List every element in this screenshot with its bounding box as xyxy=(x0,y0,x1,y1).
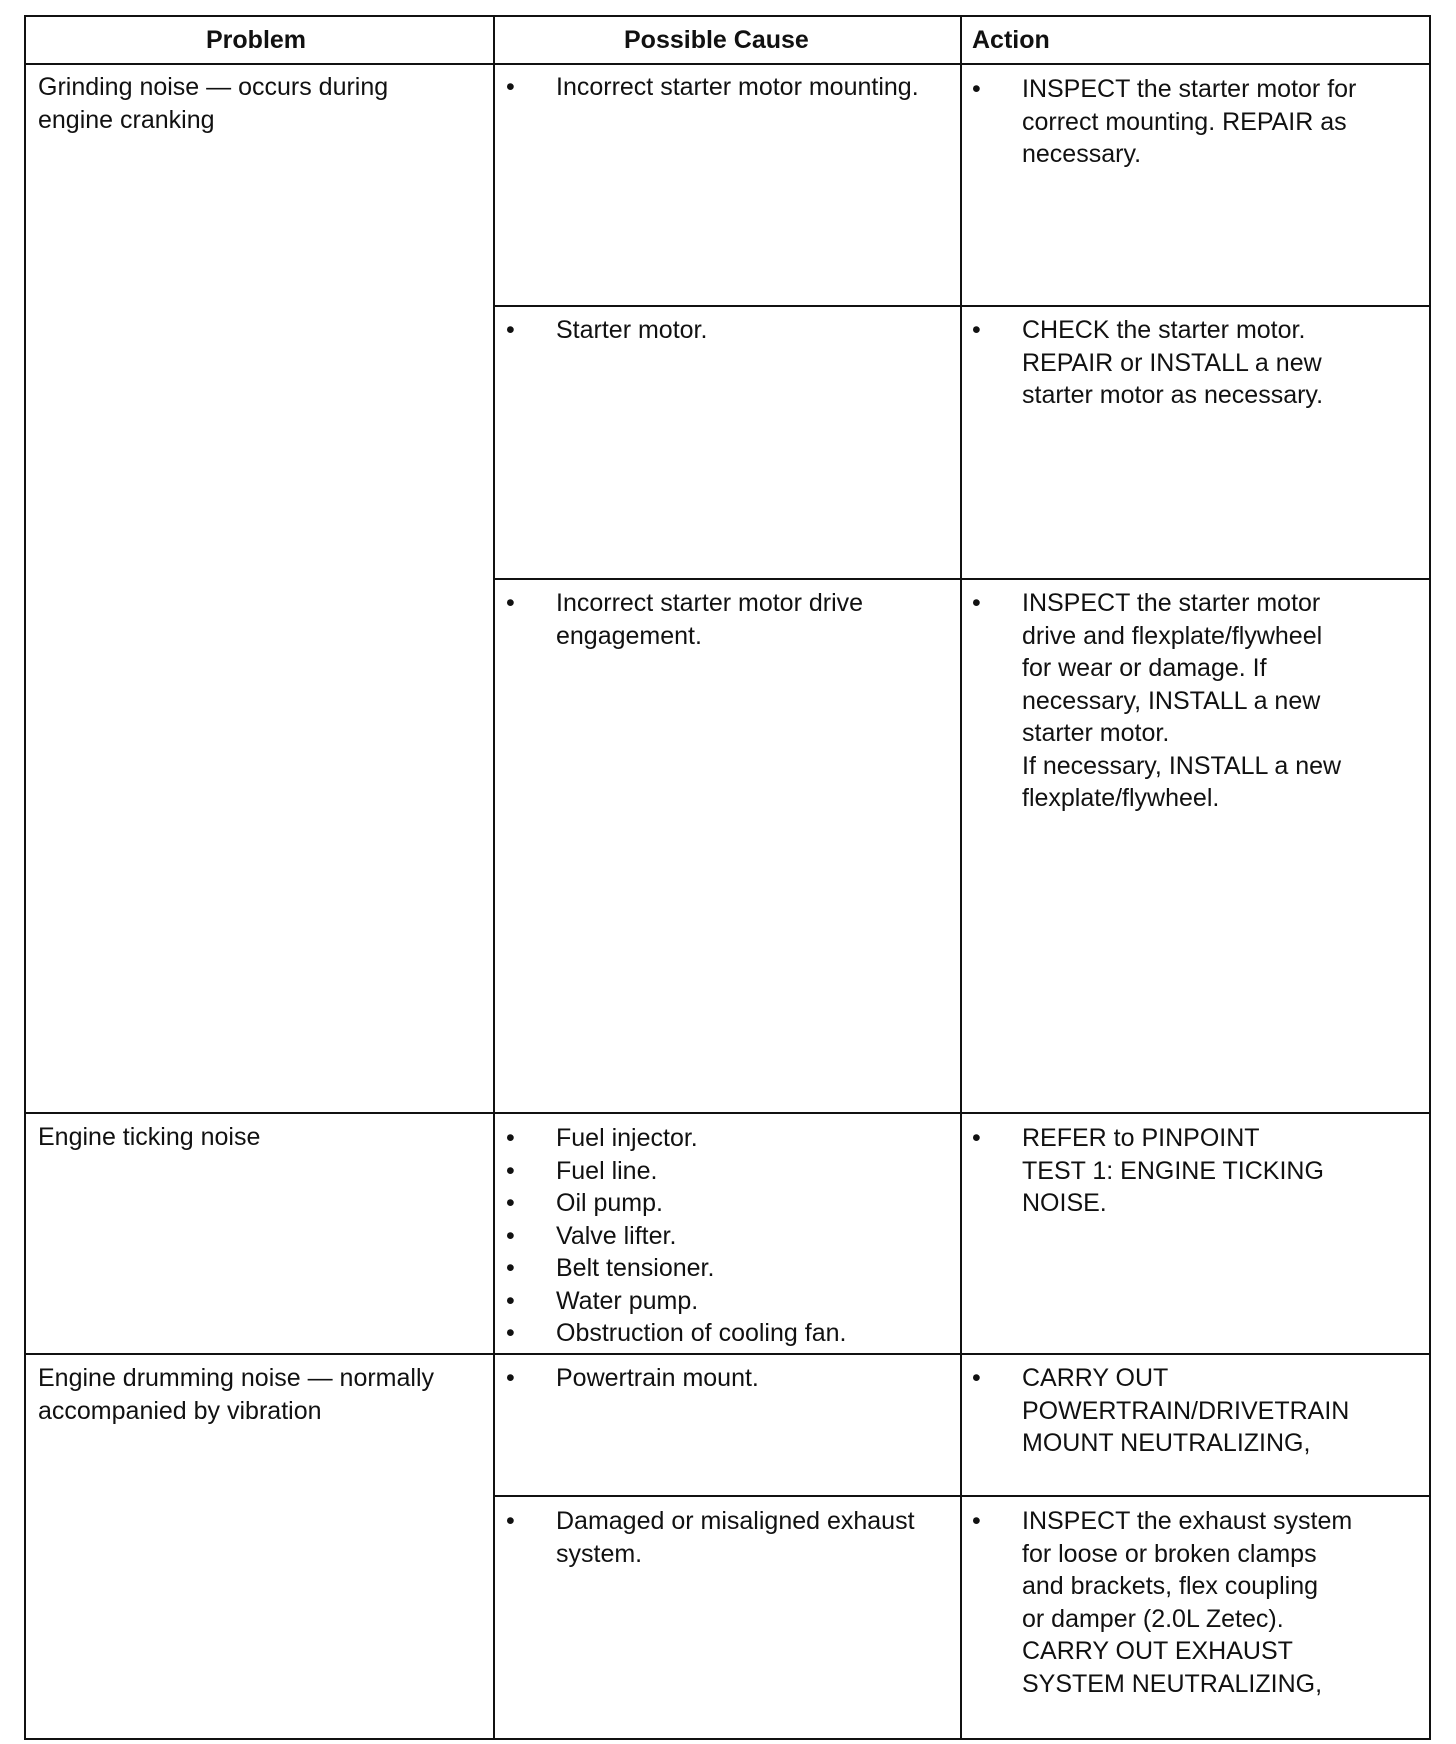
header-divider xyxy=(26,63,1429,65)
action-line: • INSPECT the starter motor xyxy=(972,587,1422,620)
column-divider xyxy=(960,17,962,1738)
cause-item: • Valve lifter. xyxy=(506,1220,956,1253)
problem-text-line: Engine drumming noise — normally xyxy=(38,1364,435,1392)
problem-text-line: Grinding noise — occurs during xyxy=(38,73,389,101)
cause-cell xyxy=(506,1362,956,1395)
action-cell xyxy=(972,1505,1422,1700)
cause-item: • Fuel injector. xyxy=(506,1122,956,1155)
cause-item: • Incorrect starter motor mounting. xyxy=(506,71,956,104)
cause-item: • Obstruction of cooling fan. xyxy=(506,1317,956,1350)
cause-cell xyxy=(506,314,956,347)
action-line: necessary. xyxy=(1022,140,1142,168)
problem-cell xyxy=(38,71,478,136)
action-line: TEST 1: ENGINE TICKING xyxy=(1022,1156,1324,1185)
action-line: starter motor. xyxy=(1022,719,1170,747)
action-cell xyxy=(972,73,1422,171)
action-line: flexplate/flywheel. xyxy=(1022,784,1220,812)
cause-cell xyxy=(506,71,956,104)
action-line: POWERTRAIN/DRIVETRAIN xyxy=(1022,1396,1350,1425)
row-divider xyxy=(26,1112,1429,1114)
action-line: REPAIR or INSTALL a new xyxy=(1022,348,1322,377)
row-divider xyxy=(26,1353,1429,1355)
action-cell xyxy=(972,314,1422,412)
problem-text-line: accompanied by vibration xyxy=(38,1396,322,1425)
column-divider xyxy=(493,17,495,1738)
action-line: • CARRY OUT xyxy=(972,1362,1422,1395)
problem-cell xyxy=(38,1362,488,1427)
action-line: MOUNT NEUTRALIZING, xyxy=(1022,1429,1311,1457)
action-line: drive and flexplate/flywheel xyxy=(1022,621,1323,650)
subrow-divider xyxy=(493,578,1429,580)
cause-continuation: engagement. xyxy=(556,621,702,650)
action-line: for loose or broken clamps xyxy=(1022,1539,1317,1568)
cause-item: • Incorrect starter motor drive xyxy=(506,587,956,620)
action-line: • CHECK the starter motor. xyxy=(972,314,1422,347)
action-line: correct mounting. REPAIR as xyxy=(1022,107,1347,136)
action-line: CARRY OUT EXHAUST xyxy=(1022,1637,1293,1665)
cause-item: • Starter motor. xyxy=(506,314,956,347)
action-line: necessary, INSTALL a new xyxy=(1022,686,1321,715)
action-line: for wear or damage. If xyxy=(1022,654,1267,682)
action-line: or damper (2.0L Zetec). xyxy=(1022,1604,1284,1633)
cause-cell xyxy=(506,1505,956,1570)
action-line: • INSPECT the exhaust system xyxy=(972,1505,1422,1538)
cause-item: • Belt tensioner. xyxy=(506,1252,956,1285)
header-problem: Problem xyxy=(206,26,307,54)
action-line: • INSPECT the starter motor for xyxy=(972,73,1422,106)
action-cell xyxy=(972,1122,1422,1220)
cause-cell xyxy=(506,587,956,652)
action-cell xyxy=(972,1362,1422,1460)
cause-cell xyxy=(506,1122,956,1350)
cause-continuation: system. xyxy=(556,1539,643,1568)
action-line: and brackets, flex coupling xyxy=(1022,1572,1319,1600)
action-line: SYSTEM NEUTRALIZING, xyxy=(1022,1669,1323,1698)
action-line: • REFER to PINPOINT xyxy=(972,1122,1422,1155)
cause-item: • Powertrain mount. xyxy=(506,1362,956,1395)
action-line: starter motor as necessary. xyxy=(1022,381,1324,409)
header-action: Action xyxy=(972,26,1050,54)
cause-item: • Fuel line. xyxy=(506,1155,956,1188)
problem-text-line: engine cranking xyxy=(38,105,215,134)
header-possible-cause: Possible Cause xyxy=(624,26,809,54)
troubleshooting-table xyxy=(24,15,1431,1740)
action-cell xyxy=(972,587,1422,815)
cause-item: • Water pump. xyxy=(506,1285,956,1318)
subrow-divider xyxy=(493,1495,1429,1497)
problem-text-line: Engine ticking noise xyxy=(38,1123,261,1151)
cause-item: • Damaged or misaligned exhaust xyxy=(506,1505,956,1538)
cause-item: • Oil pump. xyxy=(506,1187,956,1220)
subrow-divider xyxy=(493,305,1429,307)
action-line: NOISE. xyxy=(1022,1189,1107,1217)
problem-cell xyxy=(38,1121,478,1154)
action-line: If necessary, INSTALL a new xyxy=(1022,751,1342,780)
